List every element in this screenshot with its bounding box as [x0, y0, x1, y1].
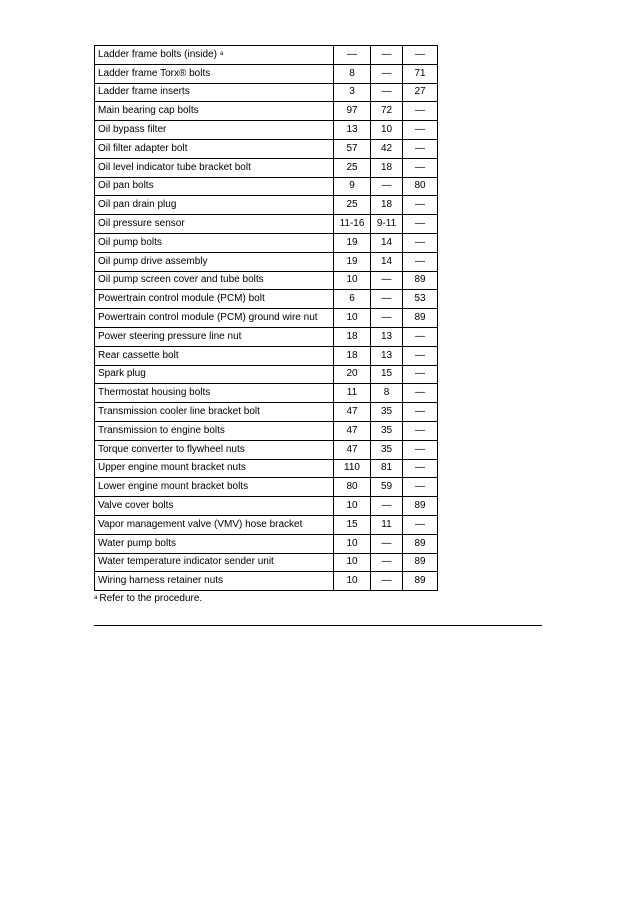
component-name: Transmission cooler line bracket bolt: [98, 406, 260, 418]
component-name: Oil filter adapter bolt: [98, 142, 188, 154]
torque-lbft-cell: 35: [371, 440, 403, 459]
table-row: [95, 459, 438, 478]
torque-lbft-cell: —: [371, 64, 403, 83]
table-row: [95, 440, 438, 459]
torque-lbin-cell: —: [403, 139, 438, 158]
torque-spec-table: [94, 45, 438, 591]
table-row: [95, 327, 438, 346]
component-cell: [95, 121, 334, 140]
torque-lbft-cell: 8: [371, 384, 403, 403]
component-name: Ladder frame inserts: [98, 86, 190, 98]
torque-lbft-cell: 14: [371, 233, 403, 252]
torque-lbin-cell: —: [403, 233, 438, 252]
component-name: Oil pump screen cover and tube bolts: [98, 274, 264, 286]
torque-nm-cell: 11: [334, 384, 371, 403]
component-name: Oil pan drain plug: [98, 199, 177, 211]
torque-nm-cell: 10: [334, 534, 371, 553]
table-row: [95, 102, 438, 121]
table-row: [95, 46, 438, 65]
table-row: [95, 497, 438, 516]
component-cell: [95, 497, 334, 516]
table-row: [95, 553, 438, 572]
component-name: Transmission to engine bolts: [98, 424, 225, 436]
component-cell: [95, 252, 334, 271]
component-cell: [95, 271, 334, 290]
component-cell: [95, 64, 334, 83]
component-name: Upper engine mount bracket nuts: [98, 462, 246, 474]
component-cell: [95, 403, 334, 422]
torque-lbft-cell: 81: [371, 459, 403, 478]
torque-spec-rows: [95, 46, 438, 591]
table-row: [95, 421, 438, 440]
table-row: [95, 365, 438, 384]
component-name: Powertrain control module (PCM) bolt: [98, 293, 265, 305]
torque-nm-cell: 47: [334, 403, 371, 422]
component-cell: [95, 534, 334, 553]
torque-nm-cell: 19: [334, 233, 371, 252]
torque-lbft-cell: 42: [371, 139, 403, 158]
torque-nm-cell: 3: [334, 83, 371, 102]
torque-lbin-cell: —: [403, 515, 438, 534]
torque-lbft-cell: 11: [371, 515, 403, 534]
torque-lbft-cell: 15: [371, 365, 403, 384]
component-cell: [95, 572, 334, 591]
torque-lbft-cell: —: [371, 572, 403, 591]
component-cell: [95, 478, 334, 497]
footnote-text: Refer to the procedure.: [99, 593, 203, 604]
torque-nm-cell: 19: [334, 252, 371, 271]
component-name: Oil level indicator tube bracket bolt: [98, 161, 251, 173]
component-name: Lower engine mount bracket bolts: [98, 481, 249, 493]
torque-lbin-cell: 80: [403, 177, 438, 196]
torque-lbin-cell: —: [403, 215, 438, 234]
component-name: Oil pressure sensor: [98, 218, 185, 230]
table-row: [95, 403, 438, 422]
footnote-reference: a: [219, 50, 224, 57]
footnote-mark: a: [94, 595, 98, 601]
torque-lbft-cell: 9-11: [371, 215, 403, 234]
torque-lbin-cell: 89: [403, 534, 438, 553]
torque-nm-cell: 57: [334, 139, 371, 158]
torque-lbin-cell: —: [403, 252, 438, 271]
table-row: [95, 478, 438, 497]
torque-lbft-cell: 13: [371, 346, 403, 365]
torque-lbin-cell: 89: [403, 309, 438, 328]
component-name: Oil pump bolts: [98, 236, 162, 248]
torque-lbin-cell: —: [403, 46, 438, 65]
torque-lbft-cell: 18: [371, 196, 403, 215]
component-cell: [95, 553, 334, 572]
torque-lbft-cell: —: [371, 83, 403, 102]
table-row: [95, 83, 438, 102]
table-row: [95, 515, 438, 534]
component-name: Ladder frame bolts (inside): [98, 48, 217, 60]
torque-nm-cell: 13: [334, 121, 371, 140]
torque-lbft-cell: —: [371, 534, 403, 553]
torque-nm-cell: 20: [334, 365, 371, 384]
torque-lbin-cell: 27: [403, 83, 438, 102]
component-name: Spark plug: [98, 368, 146, 380]
component-name: Oil pan bolts: [98, 180, 154, 192]
component-cell: [95, 327, 334, 346]
torque-nm-cell: 47: [334, 421, 371, 440]
table-row: [95, 64, 438, 83]
table-row: [95, 215, 438, 234]
torque-lbft-cell: 13: [371, 327, 403, 346]
torque-nm-cell: 25: [334, 158, 371, 177]
torque-nm-cell: 10: [334, 497, 371, 516]
torque-lbin-cell: —: [403, 365, 438, 384]
torque-nm-cell: 9: [334, 177, 371, 196]
torque-nm-cell: 6: [334, 290, 371, 309]
component-name: Torque converter to flywheel nuts: [98, 443, 245, 455]
torque-lbin-cell: —: [403, 196, 438, 215]
torque-nm-cell: 25: [334, 196, 371, 215]
torque-lbin-cell: —: [403, 440, 438, 459]
table-footnote: [94, 593, 202, 605]
table-row: [95, 158, 438, 177]
component-name: Power steering pressure line nut: [98, 330, 242, 342]
page-divider: [94, 625, 542, 626]
torque-lbft-cell: —: [371, 46, 403, 65]
component-name: Ladder frame Torx® bolts: [98, 67, 211, 79]
component-name: Rear cassette bolt: [98, 349, 179, 361]
component-cell: [95, 309, 334, 328]
component-name: Main bearing cap bolts: [98, 105, 199, 117]
torque-lbin-cell: 89: [403, 497, 438, 516]
component-name: Valve cover bolts: [98, 500, 174, 512]
torque-lbin-cell: 53: [403, 290, 438, 309]
component-cell: [95, 459, 334, 478]
torque-nm-cell: 18: [334, 346, 371, 365]
torque-nm-cell: 10: [334, 271, 371, 290]
table-row: [95, 177, 438, 196]
torque-lbft-cell: —: [371, 553, 403, 572]
torque-lbin-cell: 71: [403, 64, 438, 83]
torque-lbft-cell: 59: [371, 478, 403, 497]
torque-lbin-cell: 89: [403, 271, 438, 290]
table-row: [95, 534, 438, 553]
torque-lbft-cell: —: [371, 497, 403, 516]
component-cell: [95, 384, 334, 403]
torque-lbft-cell: 72: [371, 102, 403, 121]
component-cell: [95, 177, 334, 196]
torque-lbft-cell: 35: [371, 403, 403, 422]
torque-lbft-cell: 14: [371, 252, 403, 271]
torque-nm-cell: 8: [334, 64, 371, 83]
torque-nm-cell: 110: [334, 459, 371, 478]
component-cell: [95, 196, 334, 215]
component-cell: [95, 290, 334, 309]
component-name: Powertrain control module (PCM) ground wire nut: [98, 312, 318, 324]
torque-lbft-cell: —: [371, 271, 403, 290]
torque-nm-cell: 10: [334, 309, 371, 328]
torque-lbin-cell: —: [403, 403, 438, 422]
table-row: [95, 121, 438, 140]
torque-lbin-cell: —: [403, 102, 438, 121]
torque-nm-cell: 10: [334, 572, 371, 591]
torque-lbft-cell: —: [371, 309, 403, 328]
torque-lbin-cell: —: [403, 384, 438, 403]
component-cell: [95, 83, 334, 102]
component-cell: [95, 46, 334, 65]
torque-lbin-cell: 89: [403, 553, 438, 572]
torque-lbin-cell: —: [403, 421, 438, 440]
table-row: [95, 233, 438, 252]
torque-lbin-cell: —: [403, 478, 438, 497]
table-row: [95, 196, 438, 215]
component-cell: [95, 233, 334, 252]
torque-lbft-cell: 18: [371, 158, 403, 177]
torque-nm-cell: —: [334, 46, 371, 65]
torque-lbft-cell: —: [371, 290, 403, 309]
torque-nm-cell: 11-16: [334, 215, 371, 234]
component-cell: [95, 102, 334, 121]
table-row: [95, 572, 438, 591]
torque-lbft-cell: —: [371, 177, 403, 196]
table-row: [95, 346, 438, 365]
table-row: [95, 271, 438, 290]
torque-lbin-cell: —: [403, 327, 438, 346]
table-row: [95, 139, 438, 158]
torque-lbin-cell: —: [403, 346, 438, 365]
torque-nm-cell: 10: [334, 553, 371, 572]
torque-lbin-cell: —: [403, 121, 438, 140]
component-name: Thermostat housing bolts: [98, 387, 211, 399]
torque-nm-cell: 47: [334, 440, 371, 459]
table-row: [95, 309, 438, 328]
component-name: Wiring harness retainer nuts: [98, 575, 224, 587]
component-cell: [95, 440, 334, 459]
component-name: Water pump bolts: [98, 537, 176, 549]
component-name: Water temperature indicator sender unit: [98, 556, 274, 568]
component-cell: [95, 215, 334, 234]
component-cell: [95, 139, 334, 158]
torque-lbft-cell: 35: [371, 421, 403, 440]
torque-lbin-cell: —: [403, 158, 438, 177]
table-row: [95, 252, 438, 271]
component-name: Oil pump drive assembly: [98, 255, 208, 267]
torque-lbin-cell: —: [403, 459, 438, 478]
component-cell: [95, 365, 334, 384]
component-cell: [95, 421, 334, 440]
torque-nm-cell: 18: [334, 327, 371, 346]
torque-nm-cell: 80: [334, 478, 371, 497]
component-cell: [95, 158, 334, 177]
torque-lbin-cell: 89: [403, 572, 438, 591]
table-row: [95, 290, 438, 309]
component-cell: [95, 346, 334, 365]
torque-nm-cell: 15: [334, 515, 371, 534]
table-row: [95, 384, 438, 403]
torque-nm-cell: 97: [334, 102, 371, 121]
component-name: Vapor management valve (VMV) hose bracket: [98, 518, 303, 530]
torque-lbft-cell: 10: [371, 121, 403, 140]
component-cell: [95, 515, 334, 534]
component-name: Oil bypass filter: [98, 124, 167, 136]
